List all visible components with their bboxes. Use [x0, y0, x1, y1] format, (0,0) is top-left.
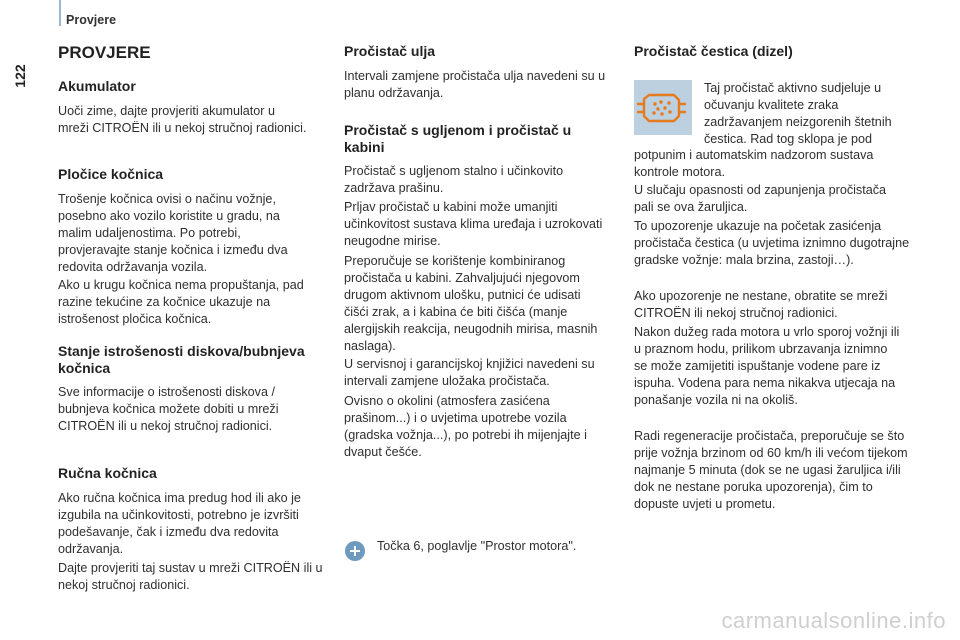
cestice-text-3: To upozorenje ukazuje na početak zasićenja pročistača čestica (u uvjetima iznimno dugotrajne gradske vožnje: mala brzina, zastoji…).: [634, 219, 910, 267]
plocice-text-1: Trošenje kočnica ovisi o načinu vožnje, posebno ako vozilo koristite u gradu, na malim udaljenostima. Po potrebi, provjeravajte stanje kočnica i između dva redovita održavanja vozila.: [58, 192, 288, 274]
rucna-text-2: Dajte provjeriti taj sustav u mreži CITROËN ili u nekoj stručnoj radionici.: [58, 561, 323, 592]
header-rule: [59, 0, 61, 26]
cestice-text-5: Nakon dužeg rada motora u vrlo sporoj vožnji ili u praznom hodu, prilikom ubrzavanja iznimno se može zamijetiti ispuštanje vodene pare iz ispuha. Vodena para nema nikakva utjecaja na ponašanje vozila ni na okoliš.: [634, 325, 900, 407]
section-title-rucna: Ručna kočnica: [58, 465, 157, 481]
ugljen-text-2: Prljav pročistač u kabini može umanjiti učinkovitost sustava klima uređaja i uzrokovati neugodne mirise.: [344, 200, 603, 248]
section-title-ulje: Pročistač ulja: [344, 43, 436, 59]
cestice-text-6: Radi regeneracije pročistača, preporučuje se što prije vožnja brzinom od 60 km/h ili većom tijekom najmanje 5 minuta (dok se ne ugasi žaruljica i/ili dok ne nestane poruka upozorenja), čim to dopuste uvjeti u prometu.: [634, 429, 908, 511]
watermark: carmanualsonline.info: [721, 608, 946, 633]
diskovi-text: Sve informacije o istrošenosti diskova / bubnjeva kočnica možete dobiti u mreži CITROËN ili u nekoj stručnoj radionici.: [58, 385, 279, 433]
cestice-text-2: U slučaju opasnosti od zapunjenja pročistača pali se ova žaruljica.: [634, 183, 887, 214]
plocice-text-2: Ako u krugu kočnica nema propuštanja, pad razine tekućine za kočnice ukazuje na istrošenost pločica kočnica.: [58, 278, 304, 326]
cestice-text-1a: Taj pročistač aktivno sudjeluje u očuvanju kvalitete zraka zadržavanjem neizgorenih štetnih čestica. Rad tog sklopa je pod: [704, 81, 892, 146]
section-title-akumulator: Akumulator: [58, 78, 136, 94]
section-title-ugljen: Pročistač s ugljenom i pročistač u kabini: [344, 122, 572, 155]
rucna-text-1: Ako ručna kočnica ima predug hod ili ako je izgubila na učinkovitosti, potrebno je izvršiti podešavanje, čak i između dva redovita održavanja.: [58, 491, 301, 556]
page-number: [6, 54, 36, 104]
section-title-diskovi: Stanje istrošenosti diskova/bubnjeva kočnica: [58, 343, 305, 376]
header-title: Provjere: [66, 13, 117, 27]
section-title-plocice: Pločice kočnica: [58, 166, 164, 182]
cestice-text-1b: potpunim i automatskim nadzorom sustava kontrole motora.: [634, 148, 874, 179]
akumulator-text: Uoči zime, dajte provjeriti akumulator u mreži CITROËN ili u nekoj stručnoj radionici.: [58, 104, 307, 135]
section-title-cestice: Pročistač čestica (dizel): [634, 43, 793, 59]
cestice-text-4: Ako upozorenje ne nestane, obratite se mreži CITROËN ili nekoj stručnoj radionici.: [634, 289, 888, 320]
ugljen-text-5: Ovisno o okolini (atmosfera zasićena prašinom...) i o uvjetima upotrebe vozila (gradska vožnja...), po potrebi ih mijenjajte i dvaput češće.: [344, 394, 587, 459]
page-title: PROVJERE: [58, 43, 151, 62]
reference-note: Točka 6, poglavlje "Prostor motora".: [377, 539, 577, 553]
ugljen-text-4: U servisnoj i garancijskoj knjižici navedeni su intervali zamjene uložaka pročistača.: [344, 357, 595, 388]
plus-icon: [345, 541, 365, 561]
particle-filter-warning-icon: [634, 80, 692, 135]
ugljen-text-1: Pročistač s ugljenom stalno i učinkovito zadržava prašinu.: [344, 164, 564, 195]
page-number-text: 122: [12, 64, 28, 88]
ugljen-text-3: Preporučuje se korištenje kombiniranog pročistača u kabini. Zahvaljujući njegovom drugom aktivnom ulošku, putnici će udisati čišći zrak, a i kabina će biti čišća (manje alergijskih reakcija, neugodnih mirisa, masnih naslaga).: [344, 254, 598, 353]
ulje-text: Intervali zamjene pročistača ulja navedeni su u planu održavanja.: [344, 69, 606, 100]
